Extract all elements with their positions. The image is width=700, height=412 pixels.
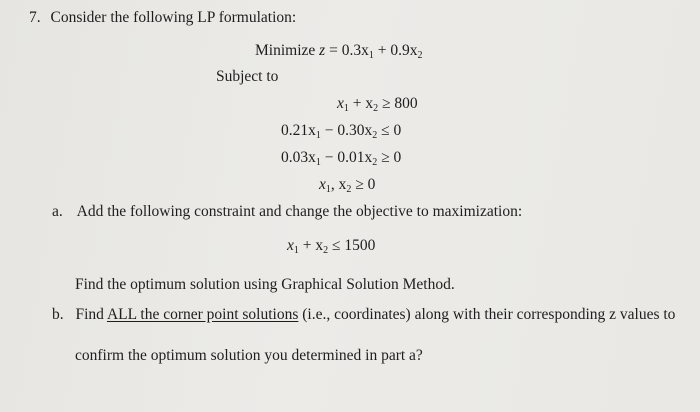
- problem-number: 7.: [29, 9, 41, 26]
- c1-a: x: [337, 95, 344, 112]
- c2-b: − 0.30x: [320, 122, 373, 139]
- part-b-label: b.: [52, 306, 64, 323]
- part-b-text-pre: Find: [75, 306, 107, 323]
- part-b-text-post: (i.e., coordinates) along with their corresponding z values to: [298, 306, 676, 323]
- c1-s2: 2: [373, 103, 379, 114]
- part-a-instruction: Find the optimum solution using Graphical Solution Method.: [75, 276, 455, 293]
- pa-a: x: [287, 237, 294, 254]
- problem-intro: Consider the following LP formulation:: [50, 9, 297, 26]
- c3-s1: 1: [315, 157, 321, 168]
- pa-b: + x: [298, 237, 324, 254]
- pa-s1: 1: [293, 245, 299, 256]
- objective-prefix: Minimize: [255, 42, 320, 59]
- pa-s2: 2: [323, 245, 329, 256]
- part-a-text: Add the following constraint and change the objective to maximization:: [76, 203, 523, 220]
- c4-s2: 2: [346, 184, 352, 195]
- problem-heading: [29, 9, 296, 27]
- part-b-heading: [52, 306, 675, 324]
- part-a-label: a.: [52, 203, 63, 220]
- part-a-heading: [52, 203, 522, 221]
- objective-function: [255, 42, 422, 60]
- c3-a: 0.03x: [281, 149, 316, 166]
- objective-sub-2: 2: [417, 50, 423, 61]
- objective-sub-1: 1: [368, 50, 374, 61]
- c4-b: , x: [330, 176, 347, 193]
- objective-term-1: = 0.3x: [325, 42, 369, 59]
- c1-s1: 1: [343, 103, 349, 114]
- part-b-text-line2: confirm the optimum solution you determined in part a?: [75, 347, 423, 364]
- c1-tail: ≥ 800: [378, 95, 418, 112]
- constraint-4: [319, 176, 375, 194]
- c2-a: 0.21x: [281, 122, 316, 139]
- c2-tail: ≤ 0: [377, 122, 402, 139]
- c3-tail: ≥ 0: [377, 149, 402, 166]
- c2-s1: 1: [315, 130, 321, 141]
- objective-variable: z: [319, 42, 326, 59]
- part-a-constraint: [287, 237, 375, 255]
- subject-to-label: Subject to: [216, 68, 279, 85]
- constraint-3: [281, 149, 401, 167]
- constraint-2: [281, 122, 401, 140]
- c4-tail: ≥ 0: [351, 176, 376, 193]
- c4-s1: 1: [325, 184, 331, 195]
- c3-b: − 0.01x: [320, 149, 373, 166]
- objective-term-2: + 0.9x: [373, 42, 418, 59]
- c4-a: x: [319, 176, 326, 193]
- pa-tail: ≤ 1500: [328, 237, 376, 254]
- c2-s2: 2: [372, 130, 378, 141]
- part-b-text-underlined: ALL the corner point solutions: [106, 306, 299, 323]
- c1-b: + x: [348, 95, 374, 112]
- constraint-1: [337, 95, 418, 113]
- c3-s2: 2: [372, 157, 378, 168]
